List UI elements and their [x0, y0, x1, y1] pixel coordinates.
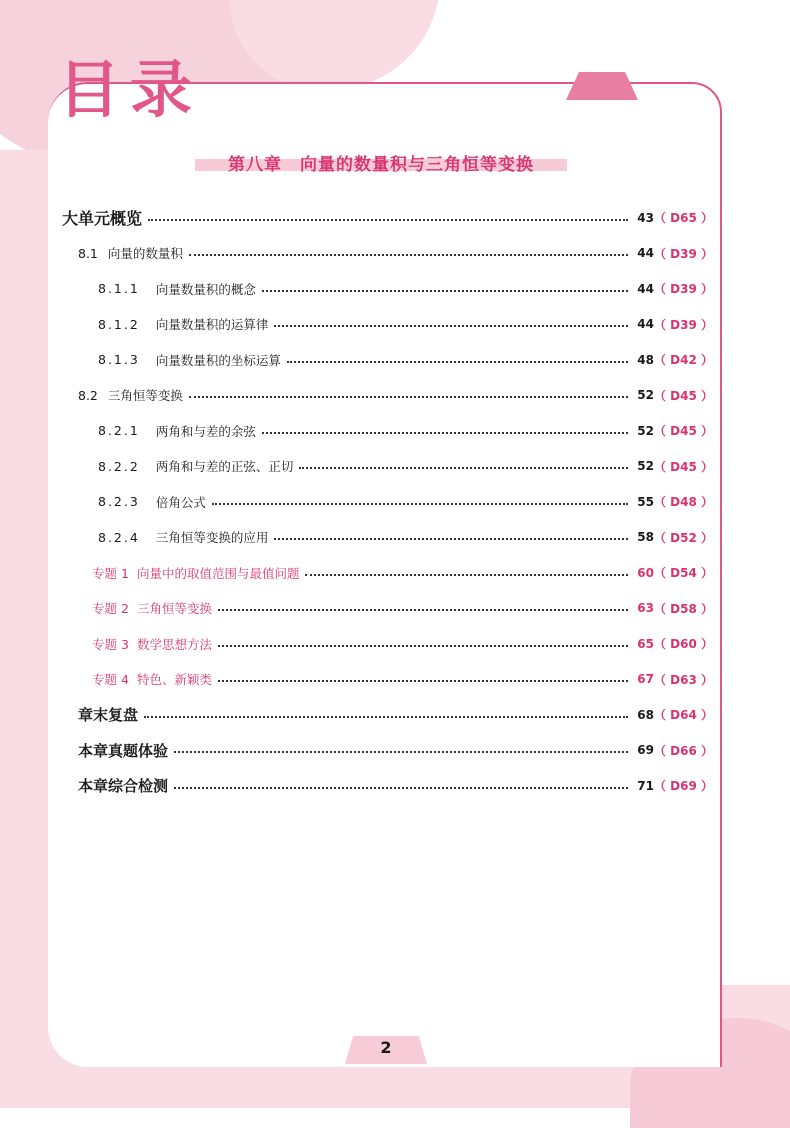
toc-row-exam[interactable] — [62, 733, 712, 769]
chapter-banner — [195, 150, 567, 174]
toc-number: 专题 4 — [92, 672, 129, 688]
toc-page: 63 — [637, 601, 654, 616]
leader-dots — [287, 361, 628, 363]
toc-page: 71 — [637, 778, 654, 793]
toc-page: 68 — [637, 707, 654, 722]
toc-row-review[interactable] — [62, 697, 712, 733]
toc-label: 大单元概览 — [62, 209, 143, 229]
toc-number: 8.1.3 — [98, 352, 140, 368]
leader-dots — [212, 503, 628, 505]
toc-page: 52 — [637, 423, 654, 438]
toc-ref: （ D60 ） — [654, 637, 714, 652]
toc-number: 8.2.1 — [98, 423, 140, 439]
leader-dots — [274, 325, 628, 327]
toc-page: 52 — [637, 459, 654, 474]
toc-row-8-1-3[interactable] — [62, 342, 712, 378]
toc-number: 8.1 — [78, 245, 98, 261]
toc-page: 65 — [637, 636, 654, 651]
toc-ref: （ D58 ） — [654, 601, 714, 616]
toc-number: 8.2 — [78, 387, 98, 403]
toc-label: 特色、新颖类 — [136, 672, 212, 688]
toc-page: 69 — [637, 743, 654, 758]
leader-dots — [305, 574, 628, 576]
toc-row-8-2-3[interactable] — [62, 484, 712, 520]
chapter-title: 第八章 向量的数量积与三角恒等变换 — [228, 155, 534, 175]
toc-page: 44 — [637, 281, 654, 296]
leader-dots — [274, 538, 628, 540]
page-title: 目录 — [58, 53, 203, 126]
toc-ref: （ D42 ） — [654, 353, 714, 368]
leader-dots — [189, 396, 628, 398]
toc-number: 8.1.1 — [98, 281, 140, 297]
leader-dots — [262, 290, 628, 292]
toc-row-topic-4[interactable] — [62, 662, 712, 698]
toc-row-overview[interactable] — [62, 200, 712, 236]
toc-row-8-2-1[interactable] — [62, 413, 712, 449]
toc-row-8-2-4[interactable] — [62, 520, 712, 556]
toc-row-test[interactable] — [62, 768, 712, 804]
toc-row-8-1-2[interactable] — [62, 307, 712, 343]
toc-ref: （ D39 ） — [654, 317, 714, 332]
toc-ref: （ D45 ） — [654, 424, 714, 439]
toc-ref: （ D65 ） — [654, 211, 714, 226]
leader-dots — [299, 467, 628, 469]
card-tab — [566, 72, 638, 100]
toc-number: 专题 2 — [92, 601, 129, 617]
toc-label: 向量数量积的坐标运算 — [155, 352, 281, 368]
toc-label: 三角恒等变换的应用 — [155, 530, 269, 546]
toc-label: 数学思想方法 — [136, 636, 212, 652]
toc-page: 67 — [637, 672, 654, 687]
toc-label: 本章真题体验 — [78, 741, 169, 760]
toc-ref: （ D69 ） — [654, 779, 714, 794]
toc-row-8-2[interactable] — [62, 378, 712, 414]
toc-number: 8.2.4 — [98, 529, 140, 545]
toc-label: 本章综合检测 — [78, 777, 169, 796]
toc-ref: （ D45 ） — [654, 459, 714, 474]
toc-ref: （ D63 ） — [654, 672, 714, 687]
toc-label: 两角和与差的余弦 — [155, 423, 256, 439]
leader-dots — [189, 254, 628, 256]
toc-label: 两角和与差的正弦、正切 — [155, 459, 294, 475]
toc-page: 44 — [637, 317, 654, 332]
toc-number: 8.2.2 — [98, 458, 140, 474]
toc-page: 60 — [637, 565, 654, 580]
toc-page: 52 — [637, 388, 654, 403]
toc-row-topic-2[interactable] — [62, 591, 712, 627]
toc-ref: （ D54 ） — [654, 566, 714, 581]
leader-dots — [218, 680, 628, 682]
toc-page: 44 — [637, 246, 654, 261]
toc-number: 专题 1 — [92, 565, 129, 581]
toc-ref: （ D52 ） — [654, 530, 714, 545]
toc-page: 55 — [637, 494, 654, 509]
toc-ref: （ D39 ） — [654, 282, 714, 297]
toc-page: 48 — [637, 352, 654, 367]
table-of-contents — [62, 200, 712, 804]
leader-dots — [174, 751, 628, 753]
toc-ref: （ D39 ） — [654, 246, 714, 261]
toc-number: 8.1.2 — [98, 316, 140, 332]
leader-dots — [144, 716, 628, 718]
toc-label: 三角恒等变换 — [136, 601, 212, 617]
toc-row-topic-3[interactable] — [62, 626, 712, 662]
leader-dots — [218, 645, 628, 647]
toc-page: 43 — [637, 210, 654, 225]
leader-dots — [218, 609, 628, 611]
toc-label: 倍角公式 — [155, 494, 206, 510]
toc-number: 专题 3 — [92, 636, 129, 652]
page-number: 2 — [380, 1038, 392, 1057]
toc-label: 向量数量积的概念 — [155, 281, 256, 297]
toc-label: 向量数量积的运算律 — [155, 317, 269, 333]
toc-row-8-1[interactable] — [62, 236, 712, 272]
toc-label: 三角恒等变换 — [107, 388, 183, 404]
toc-row-8-2-2[interactable] — [62, 449, 712, 485]
toc-number: 8.2.3 — [98, 494, 140, 510]
toc-label: 章末复盘 — [78, 706, 139, 725]
toc-page: 58 — [637, 530, 654, 545]
leader-dots — [262, 432, 628, 434]
toc-ref: （ D64 ） — [654, 708, 714, 723]
toc-label: 向量的数量积 — [107, 246, 183, 262]
toc-ref: （ D48 ） — [654, 495, 714, 510]
toc-row-topic-1[interactable] — [62, 555, 712, 591]
toc-ref: （ D45 ） — [654, 388, 714, 403]
toc-ref: （ D66 ） — [654, 743, 714, 758]
leader-dots — [174, 787, 628, 789]
toc-row-8-1-1[interactable] — [62, 271, 712, 307]
leader-dots — [148, 219, 628, 221]
toc-label: 向量中的取值范围与最值问题 — [136, 565, 300, 581]
